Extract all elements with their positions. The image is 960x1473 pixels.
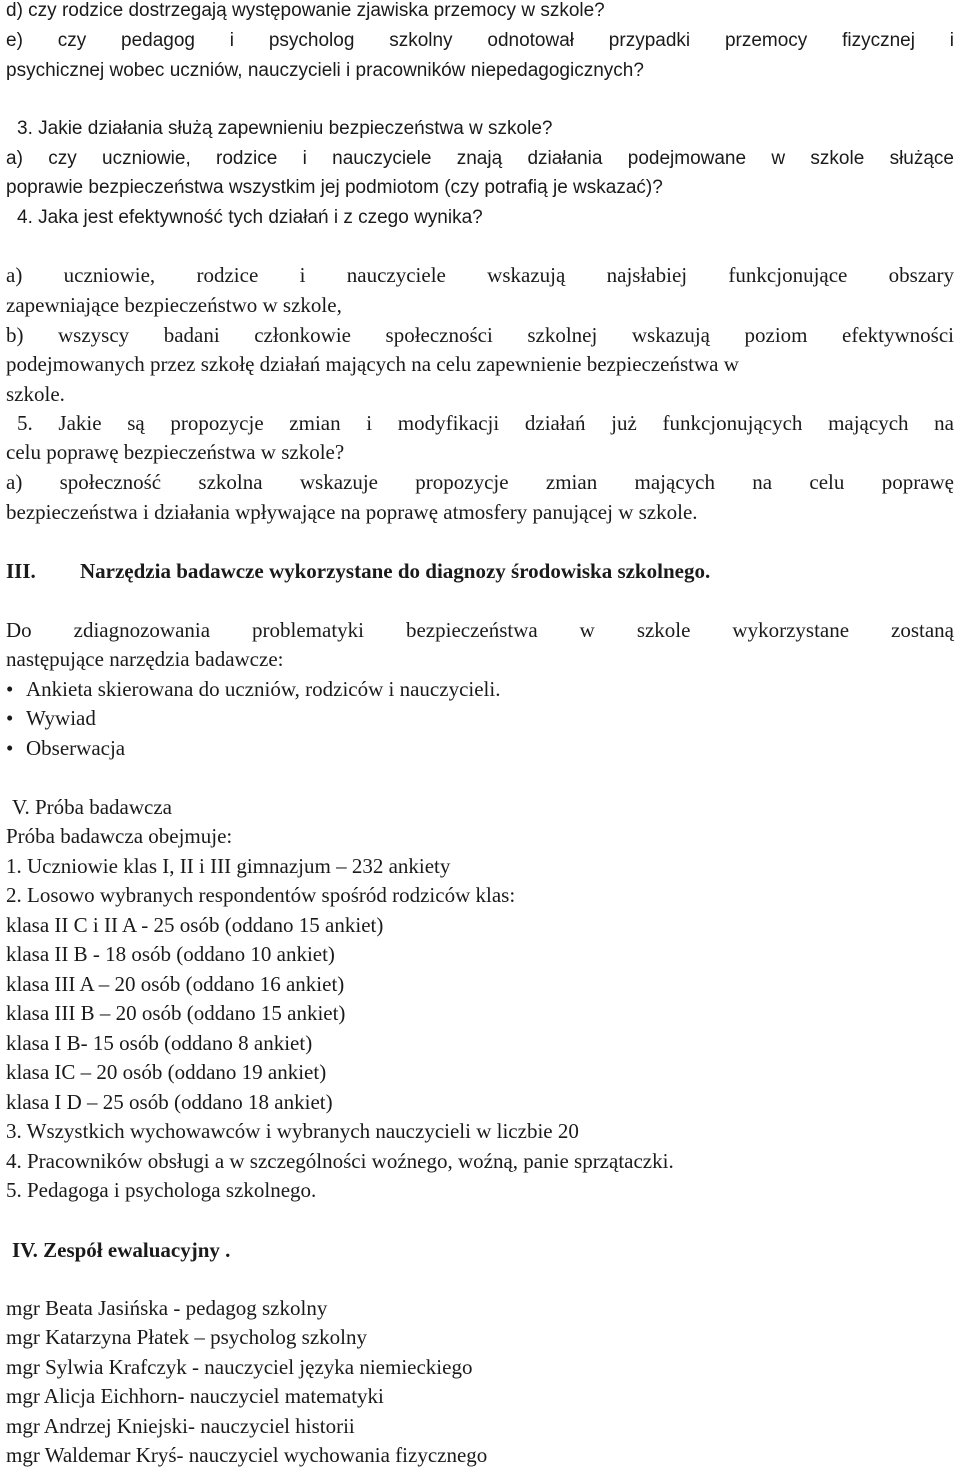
team-member: mgr Sylwia Krafczyk - nauczyciel języka niemieckiego [6, 1355, 473, 1379]
sample-list-item: klasa II C i II A - 25 osób (oddano 15 ankiet) [6, 913, 384, 937]
sample-list-item: klasa I D – 25 osób (oddano 18 ankiet) [6, 1090, 333, 1114]
section-3-heading [6, 557, 954, 586]
question-4b-line3: szkole. [6, 382, 65, 406]
question-3-heading: 3. Jakie działania służą zapewnieniu bezpieczeństwa w szkole? [17, 118, 553, 139]
sample-list-item: klasa IC – 20 osób (oddano 19 ankiet) [6, 1060, 327, 1084]
sample-list-item: klasa III A – 20 osób (oddano 16 ankiet) [6, 972, 345, 996]
question-2e-line1: e) czy pedagog i psycholog szkolny odnotował przypadki przemocy fizycznej i [6, 30, 954, 51]
question-4b-line1: b) wszyscy badani członkowie społeczności szkolnej wskazują poziom efektywności [6, 323, 954, 347]
question-2e-line2: psychicznej wobec uczniów, nauczycieli i pracowników niepedagogicznych? [6, 60, 644, 81]
tool-list-item: • Wywiad [6, 704, 954, 733]
team-member: mgr Andrzej Kniejski- nauczyciel historii [6, 1414, 355, 1438]
question-4b-line2: podejmowanych przez szkołę działań mających na celu zapewnienie bezpieczeństwa w [6, 352, 739, 376]
question-2d: d) czy rodzice dostrzegają występowanie zjawiska przemocy w szkole? [6, 0, 605, 21]
sample-list-item: 4. Pracowników obsługi a w szczególności woźnego, woźną, panie sprzątaczki. [6, 1149, 674, 1173]
question-3a-line1: a) czy uczniowie, rodzice i nauczyciele znają działania podejmowane w szkole służące [6, 148, 954, 169]
team-member: mgr Beata Jasińska - pedagog szkolny [6, 1296, 328, 1320]
sample-list-item: 1. Uczniowie klas I, II i III gimnazjum – 232 ankiety [6, 854, 451, 878]
sample-list-item: klasa I B- 15 osób (oddano 8 ankiet) [6, 1031, 313, 1055]
question-5-heading-line2: celu poprawę bezpieczeństwa w szkole? [6, 440, 345, 464]
tool-list-item: • Ankieta skierowana do uczniów, rodziców i nauczycieli. [6, 675, 954, 704]
section-5-intro: Próba badawcza obejmuje: [6, 824, 233, 848]
sample-list-item: 3. Wszystkich wychowawców i wybranych nauczycieli w liczbie 20 [6, 1119, 579, 1143]
sample-list-item: klasa III B – 20 osób (oddano 15 ankiet) [6, 1001, 346, 1025]
question-4a-line1: a) uczniowie, rodzice i nauczyciele wskazują najsłabiej funkcjonujące obszary [6, 263, 954, 287]
sample-list-item: 5. Pedagoga i psychologa szkolnego. [6, 1178, 317, 1202]
section-3-number: III. [6, 559, 36, 583]
section-5-heading: V. Próba badawcza [12, 795, 172, 819]
bullet-icon: • [6, 677, 14, 701]
section-4-heading: IV. Zespół ewaluacyjny . [12, 1238, 231, 1262]
section-3-title: Narzędzia badawcze wykorzystane do diagnozy środowiska szkolnego. [80, 559, 711, 583]
question-3a-line2: poprawie bezpieczeństwa wszystkim jej podmiotom (czy potrafią je wskazać)? [6, 177, 663, 198]
team-member: mgr Waldemar Kryś- nauczyciel wychowania fizycznego [6, 1443, 488, 1467]
question-5-heading-line1: 5. Jakie są propozycje zmian i modyfikacji działań już funkcjonujących mających na [17, 411, 954, 435]
team-member: mgr Katarzyna Płatek – psycholog szkolny [6, 1325, 367, 1349]
sample-list-item: klasa II B - 18 osób (oddano 10 ankiet) [6, 942, 335, 966]
section-3-intro-line1: Do zdiagnozowania problematyki bezpieczeństwa w szkole wykorzystane zostaną [6, 618, 954, 642]
bullet-icon: • [6, 706, 14, 730]
bullet-icon: • [6, 736, 14, 760]
question-4a-line2: zapewniające bezpieczeństwo w szkole, [6, 293, 342, 317]
question-5a-line1: a) społeczność szkolna wskazuje propozycje zmian mających na celu poprawę [6, 470, 954, 494]
question-4-heading: 4. Jaka jest efektywność tych działań i z czego wynika? [17, 207, 483, 228]
section-3-intro-line2: następujące narzędzia badawcze: [6, 647, 284, 671]
team-member: mgr Alicja Eichhorn- nauczyciel matematyki [6, 1384, 384, 1408]
sample-list-item: 2. Losowo wybranych respondentów spośród rodziców klas: [6, 883, 516, 907]
tool-list-item: • Obserwacja [6, 734, 954, 763]
question-5a-line2: bezpieczeństwa i działania wpływające na poprawę atmosfery panującej w szkole. [6, 500, 698, 524]
